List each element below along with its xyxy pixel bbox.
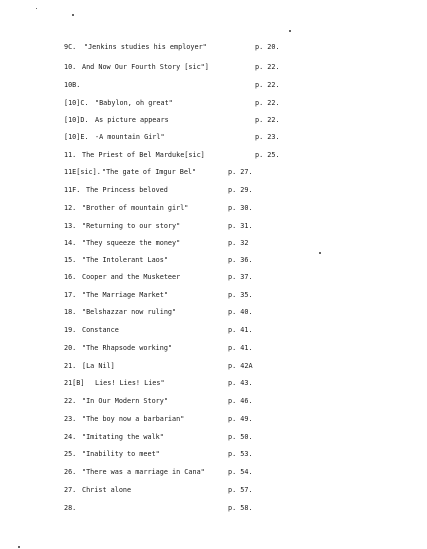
- entry-title: "The Intolerant Laos": [82, 256, 168, 264]
- entry-page: p. 37.: [228, 273, 253, 281]
- entry-page: p. 41.: [228, 344, 253, 352]
- scan-speck: [319, 252, 321, 254]
- entry-page: p. 31.: [228, 222, 253, 230]
- entry-number: 13.: [64, 222, 77, 230]
- entry-page: p. 27.: [228, 168, 253, 176]
- entry-page: p. 22.: [255, 81, 280, 89]
- entry-title: "The Marriage Market": [82, 291, 168, 299]
- entry-number: 9C.: [64, 43, 77, 51]
- entry-number: 21[B]: [64, 379, 85, 387]
- entry-title: [La Nil]: [82, 362, 115, 370]
- entry-number: [10]D.: [64, 116, 89, 124]
- entry-number: 11.: [64, 151, 77, 159]
- entry-title: The Priest of Bel Marduke[sic]: [82, 151, 205, 159]
- entry-number: 10B.: [64, 81, 81, 89]
- entry-page: p. 22.: [255, 99, 280, 107]
- entry-title: "There was a marriage in Cana": [82, 468, 205, 476]
- entry-number: 25.: [64, 450, 77, 458]
- entry-number: 20.: [64, 344, 77, 352]
- entry-title: Constance: [82, 326, 119, 334]
- entry-page: p. 36.: [228, 256, 253, 264]
- entry-title: "Jenkins studies his employer": [84, 43, 207, 51]
- entry-page: p. 43.: [228, 379, 253, 387]
- entry-number: 10.: [64, 63, 77, 71]
- entry-page: p. 49.: [228, 415, 253, 423]
- entry-page: p. 25.: [255, 151, 280, 159]
- scan-speck: [36, 8, 37, 9]
- entry-number: 11F.: [64, 186, 81, 194]
- scan-speck: [72, 14, 74, 16]
- entry-title: Cooper and the Musketeer: [82, 273, 181, 281]
- entry-title: "Brother of mountain girl": [82, 204, 189, 212]
- entry-title: Christ alone: [82, 486, 132, 494]
- entry-page: p. 20.: [255, 43, 280, 51]
- entry-page: p. 54.: [228, 468, 253, 476]
- entry-number: [10]C.: [64, 99, 89, 107]
- entry-page: p. 35.: [228, 291, 253, 299]
- entry-page: p. 42A: [228, 362, 253, 370]
- entry-page: p. 29.: [228, 186, 253, 194]
- entry-number: 19.: [64, 326, 77, 334]
- entry-number: 14.: [64, 239, 77, 247]
- entry-number: 12.: [64, 204, 77, 212]
- entry-page: p. 50.: [228, 433, 253, 441]
- entry-title: "In Our Modern Story": [82, 397, 168, 405]
- entry-title: "The Rhapsode working": [82, 344, 173, 352]
- entry-page: p. 32: [228, 239, 249, 247]
- entry-title: "Returning to our story": [82, 222, 181, 230]
- entry-number: 15.: [64, 256, 77, 264]
- entry-page: p. 46.: [228, 397, 253, 405]
- entry-page: p. 57.: [228, 486, 253, 494]
- entry-title: "Belshazzar now ruling": [82, 308, 177, 316]
- entry-number: 16.: [64, 273, 77, 281]
- entry-title: "Imitating the walk": [82, 433, 164, 441]
- entry-page: p. 22.: [255, 63, 280, 71]
- entry-page: p. 23.: [255, 133, 280, 141]
- entry-number: 21.: [64, 362, 77, 370]
- entry-page: p. 58.: [228, 504, 253, 512]
- entry-title: The Princess beloved: [86, 186, 168, 194]
- entry-number: [10]E.: [64, 133, 89, 141]
- entry-title: As picture appears: [95, 116, 169, 124]
- entry-title: "The gate of Imgur Bel": [102, 168, 197, 176]
- entry-title: And Now Our Fourth Story [sic"]: [82, 63, 209, 71]
- scan-speck: [18, 546, 20, 548]
- entry-number: 17.: [64, 291, 77, 299]
- entry-number: 27.: [64, 486, 77, 494]
- entry-number: 18.: [64, 308, 77, 316]
- entry-title: "Babylon, oh great": [95, 99, 173, 107]
- entry-page: p. 22.: [255, 116, 280, 124]
- entry-title: Lies! Lies! Lies": [95, 379, 165, 387]
- entry-title: "Inability to meet": [82, 450, 160, 458]
- entry-page: p. 53.: [228, 450, 253, 458]
- entry-number: 24.: [64, 433, 77, 441]
- scan-speck: [289, 30, 291, 32]
- entry-number: 11E[sic].: [64, 168, 101, 176]
- entry-number: 28.: [64, 504, 77, 512]
- entry-number: 22.: [64, 397, 77, 405]
- entry-title: "The boy now a barbarian": [82, 415, 185, 423]
- entry-page: p. 30.: [228, 204, 253, 212]
- entry-title: -A mountain Girl": [95, 133, 165, 141]
- entry-page: p. 40.: [228, 308, 253, 316]
- entry-title: "They squeeze the money": [82, 239, 181, 247]
- entry-page: p. 41.: [228, 326, 253, 334]
- entry-number: 23.: [64, 415, 77, 423]
- entry-number: 26.: [64, 468, 77, 476]
